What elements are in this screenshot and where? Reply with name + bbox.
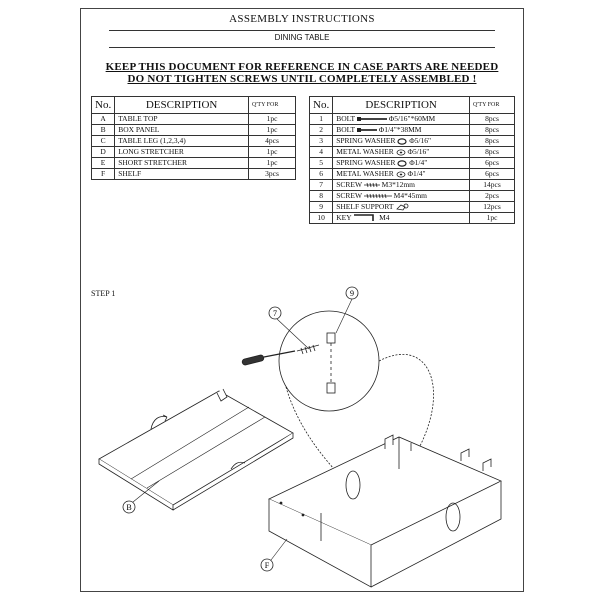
metal-washer-icon bbox=[396, 169, 406, 178]
part-desc: TABLE TOP bbox=[115, 114, 249, 125]
hardware-desc: METAL WASHER bbox=[336, 147, 394, 156]
part-no: B bbox=[92, 125, 115, 136]
hardware-desc: BOLT bbox=[336, 125, 355, 134]
shelf-support-icon bbox=[327, 333, 335, 393]
hardware-spec: M3*12mm bbox=[381, 180, 415, 189]
callout-9 bbox=[336, 287, 358, 333]
hardware-table bbox=[309, 96, 515, 224]
hardware-desc: SCREW bbox=[336, 191, 362, 200]
hardware-qty: 1pc bbox=[470, 213, 515, 224]
hardware-row bbox=[310, 147, 515, 158]
hardware-qty: 2pcs bbox=[470, 191, 515, 202]
hardware-spec: Φ5/16" bbox=[409, 136, 432, 145]
hardware-spec: Φ1/4"*38MM bbox=[378, 125, 422, 134]
hardware-desc: KEY bbox=[336, 213, 352, 222]
hardware-desc-cell bbox=[333, 136, 470, 147]
document-title: ASSEMBLY INSTRUCTIONS bbox=[229, 13, 375, 25]
part-no: C bbox=[92, 136, 115, 147]
part-desc: SHORT STRETCHER bbox=[115, 158, 249, 169]
box-panel-drawing bbox=[99, 389, 293, 510]
shelf-frame-drawing bbox=[269, 435, 501, 587]
hardware-desc: BOLT bbox=[336, 114, 355, 123]
hardware-qty: 8pcs bbox=[470, 147, 515, 158]
hardware-qty: 14pcs bbox=[470, 180, 515, 191]
screwdriver-icon bbox=[242, 351, 295, 366]
screw-long-icon bbox=[364, 191, 392, 200]
hardware-no: 9 bbox=[310, 202, 333, 213]
hardware-row bbox=[310, 136, 515, 147]
hardware-qty: 12pcs bbox=[470, 202, 515, 213]
hardware-qty: 6pcs bbox=[470, 158, 515, 169]
hardware-desc-cell bbox=[333, 147, 470, 158]
hardware-qty: 8pcs bbox=[470, 136, 515, 147]
hardware-qty: 8pcs bbox=[470, 125, 515, 136]
bolt-short-icon bbox=[357, 125, 377, 134]
parts-row bbox=[92, 136, 296, 147]
hardware-desc-cell bbox=[333, 169, 470, 180]
hardware-desc: SPRING WASHER bbox=[336, 158, 396, 167]
part-qty: 4pcs bbox=[249, 136, 296, 147]
svg-text:F: F bbox=[264, 561, 270, 570]
hardware-row bbox=[310, 125, 515, 136]
parts-row bbox=[92, 158, 296, 169]
hardware-desc-cell bbox=[333, 191, 470, 202]
hardware-no: 8 bbox=[310, 191, 333, 202]
hardware-no: 6 bbox=[310, 169, 333, 180]
step-label: STEP 1 bbox=[91, 289, 116, 298]
svg-text:B: B bbox=[126, 503, 132, 512]
hardware-spec: Φ1/4" bbox=[409, 158, 428, 167]
part-no: E bbox=[92, 158, 115, 169]
callout-7 bbox=[269, 307, 309, 349]
parts-row bbox=[92, 169, 296, 180]
callout-f bbox=[261, 539, 287, 571]
hardware-desc: SPRING WASHER bbox=[336, 136, 396, 145]
hardware-no: 3 bbox=[310, 136, 333, 147]
hardware-row bbox=[310, 180, 515, 191]
part-no: A bbox=[92, 114, 115, 125]
screw-icon bbox=[297, 345, 319, 354]
hardware-col-qty: Q'TY FOR bbox=[470, 97, 515, 114]
hardware-no: 4 bbox=[310, 147, 333, 158]
hardware-desc-cell bbox=[333, 213, 470, 224]
parts-col-desc: DESCRIPTION bbox=[115, 97, 249, 114]
hardware-col-no: No. bbox=[310, 97, 333, 114]
hardware-col-desc: DESCRIPTION bbox=[333, 97, 470, 114]
subtitle-rule bbox=[109, 47, 495, 48]
hardware-no: 2 bbox=[310, 125, 333, 136]
hardware-desc-cell bbox=[333, 180, 470, 191]
part-desc: TABLE LEG (1,2,3,4) bbox=[115, 136, 249, 147]
part-desc: BOX PANEL bbox=[115, 125, 249, 136]
part-qty: 1pc bbox=[249, 158, 296, 169]
hardware-row bbox=[310, 213, 515, 224]
parts-table bbox=[91, 96, 296, 180]
hardware-desc-cell bbox=[333, 125, 470, 136]
part-qty: 3pcs bbox=[249, 169, 296, 180]
spring-washer-icon bbox=[397, 158, 407, 167]
hardware-desc: METAL WASHER bbox=[336, 169, 394, 178]
hardware-row bbox=[310, 191, 515, 202]
hardware-desc-cell bbox=[333, 202, 470, 213]
parts-col-qty: Q'TY FOR bbox=[249, 97, 296, 114]
hardware-row bbox=[310, 169, 515, 180]
document-subtitle: DINING TABLE bbox=[274, 33, 330, 42]
hardware-desc-cell bbox=[333, 114, 470, 125]
warning-line-1: KEEP THIS DOCUMENT FOR REFERENCE IN CASE PARTS ARE NEEDED bbox=[105, 61, 499, 73]
instruction-sheet bbox=[80, 8, 524, 592]
hardware-qty: 8pcs bbox=[470, 114, 515, 125]
part-desc: SHELF bbox=[115, 169, 249, 180]
part-desc: LONG STRETCHER bbox=[115, 147, 249, 158]
hardware-spec: Φ1/4" bbox=[407, 169, 426, 178]
svg-text:7: 7 bbox=[273, 309, 277, 318]
allen-key-icon bbox=[353, 213, 377, 222]
svg-text:9: 9 bbox=[350, 289, 354, 298]
hardware-no: 1 bbox=[310, 114, 333, 125]
hardware-row bbox=[310, 158, 515, 169]
bolt-long-icon bbox=[357, 114, 387, 123]
hardware-desc: SCREW bbox=[336, 180, 362, 189]
hardware-desc-cell bbox=[333, 158, 470, 169]
shelf-support-icon bbox=[395, 202, 409, 211]
parts-row bbox=[92, 147, 296, 158]
step-1-diagram bbox=[81, 269, 525, 593]
hardware-spec: Φ5/16"*60MM bbox=[388, 114, 436, 123]
hardware-spec: Φ5/16" bbox=[407, 147, 430, 156]
hardware-no: 5 bbox=[310, 158, 333, 169]
hardware-spec: M4 bbox=[379, 213, 390, 222]
metal-washer-icon bbox=[396, 147, 406, 156]
hardware-no: 7 bbox=[310, 180, 333, 191]
part-qty: 1pc bbox=[249, 125, 296, 136]
part-no: D bbox=[92, 147, 115, 158]
warning-line-2: DO NOT TIGHTEN SCREWS UNTIL COMPLETELY ASSEMBLED ! bbox=[127, 73, 477, 85]
hardware-row bbox=[310, 114, 515, 125]
hardware-row bbox=[310, 202, 515, 213]
hardware-spec: M4*45mm bbox=[393, 191, 427, 200]
part-no: F bbox=[92, 169, 115, 180]
hardware-qty: 6pcs bbox=[470, 169, 515, 180]
screw-short-icon bbox=[364, 180, 380, 189]
hardware-desc: SHELF SUPPORT bbox=[336, 202, 394, 211]
spring-washer-icon bbox=[397, 136, 407, 145]
part-qty: 1pc bbox=[249, 114, 296, 125]
parts-col-no: No. bbox=[92, 97, 115, 114]
part-qty: 1pc bbox=[249, 147, 296, 158]
hardware-no: 10 bbox=[310, 213, 333, 224]
parts-row bbox=[92, 114, 296, 125]
title-rule bbox=[109, 30, 495, 31]
parts-row bbox=[92, 125, 296, 136]
